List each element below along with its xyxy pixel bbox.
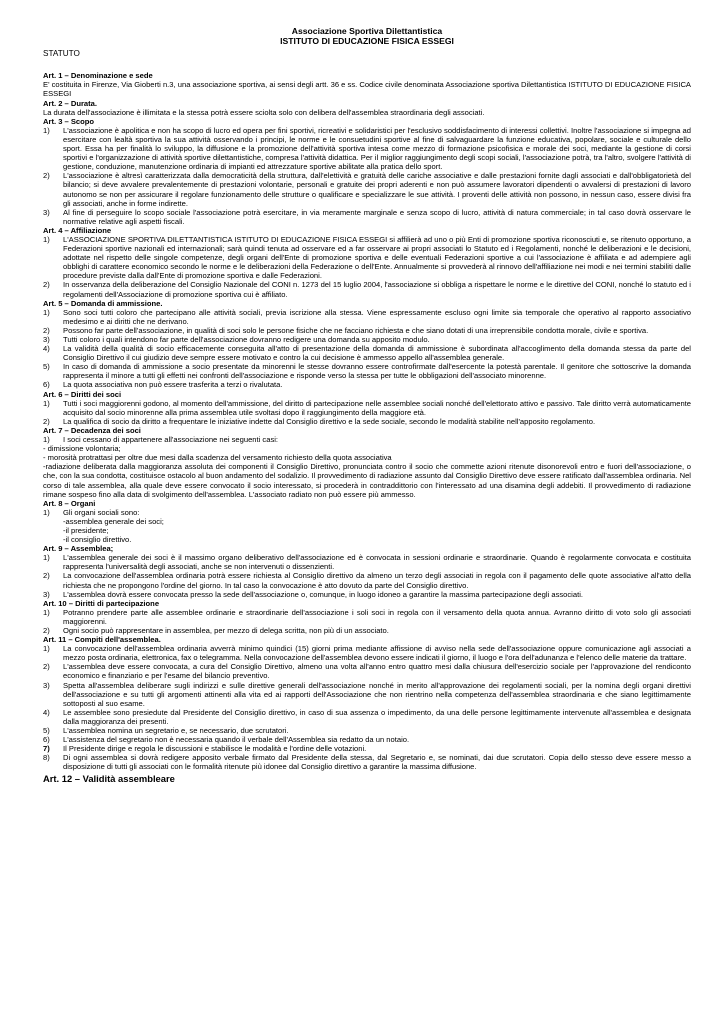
item-text: La quota associativa non può essere trasferita a terzi o rivalutata. (63, 380, 283, 390)
art8-organ: -il consiglio direttivo. (63, 535, 132, 545)
art1-heading: Art. 1 – Denominazione e sede (43, 71, 153, 81)
item-text: La validità della qualità di socio efficacemente conseguita all'atto di presentazione della domanda di ammissione è subordinata all'accoglimento della domanda stessa da parte del Consiglio Direttivo il cui giudizio deve sempre essere motivato e contro la cui decisione è ammesso appello all'assemblea generale. (63, 344, 691, 363)
art8-heading: Art. 8 – Organi (43, 498, 96, 508)
item-text: In osservanza della deliberazione del Consiglio Nazionale del CONI n. 1273 del 15 luglio 2004, l'associazione si obbliga a rispettare le norme e le direttive del CONI, nonché lo statuto ed i regolamenti dell'Associazione di promozione sportiva cui è affiliato. (63, 280, 691, 299)
art6-item (43, 417, 691, 426)
art5-item (43, 380, 691, 389)
item-number: 6) (43, 735, 50, 745)
art2-text: La durata dell'associazione è illimitata e la stessa potrà essere sciolta solo con delibera dell'assemblea straordinaria degli associati. (43, 107, 485, 117)
art11-item (43, 726, 691, 735)
item-number: 2) (43, 280, 50, 290)
item-text: La convocazione dell'assemblea ordinaria avverrà minimo quindici (15) giorni prima mediante affissione di avviso nella sede dell'associazione oppure comunicazione agli associati a mezzo posta ordinaria, elettronica, fax o telegramma. Nella convocazione dell'assemblea devono essere indicati il giorno, il luogo e l'ora dell'adunanza e l'elenco delle materie da trattare. (63, 644, 691, 663)
item-text: Di ogni assemblea si dovrà redigere apposito verbale firmato dal Presidente della stessa, dal Segretario e, se nominati, dai due scrutatori. Copia dello stesso deve essere messo a disposizione di tutti gli associati con le formalità ritenute più idonee dal Consiglio direttivo a garantire la massima diffusione. (63, 753, 691, 772)
item-text: L'assemblea nomina un segretario e, se necessario, due scrutatori. (63, 726, 289, 736)
art6-item (43, 399, 691, 417)
item-text: Tutti i soci maggiorenni godono, al momento dell'ammissione, del diritto di partecipazione nelle assemblee sociali nonché dell'elettorato attivo e passivo. Tale diritto verrà automaticamente acquisito dal socio minorenne alla prima assemblea utile svoltasi dopo il raggiungimento della maggiore età. (63, 398, 691, 417)
item-number: 1) (43, 553, 50, 563)
item-text: Al fine di perseguire lo scopo sociale l'associazione potrà esercitare, in via meramente marginale e senza scopo di lucro, attività di natura commerciale; in tal caso dovrà osservare le normative relative agli aspetti fiscali. (63, 207, 691, 226)
item-number: 2) (43, 662, 50, 672)
item-text: In caso di domanda di ammissione a socio presentate da minorenni le stesse dovranno essere controfirmate dall'esercente la potestà parentale. Il genitore che sottoscrive la domanda rappresenta il minore a tutti gli effetti nei confronti dell'associazione e risponde verso la stessa per tutte le obbligazioni dell'associato minorenne. (63, 362, 691, 381)
art9-item (43, 590, 691, 599)
item-number: 8) (43, 753, 50, 763)
item-number: 2) (43, 571, 50, 581)
art5-item (43, 326, 691, 335)
item-text: La qualifica di socio da diritto a frequentare le iniziative indette dal Consiglio direttivo e la sede sociale, secondo le modalità stabilite nell'apposito regolamento. (63, 416, 596, 426)
item-number: 2) (43, 325, 50, 335)
art3-heading: Art. 3 – Scopo (43, 116, 95, 126)
art5-item (43, 308, 691, 326)
item-text: Ogni socio può rappresentare in assemblea, per mezzo di delega scritta, non più di un associato. (63, 626, 389, 635)
item-number: 5) (43, 726, 50, 736)
art6-heading: Art. 6 – Diritti dei soci (43, 389, 122, 399)
art9-item (43, 553, 691, 571)
item-number: 4) (43, 344, 50, 354)
item-number: 1) (43, 307, 50, 317)
item-text: I soci cessano di appartenere all'associazione nei seguenti casi: (63, 435, 279, 445)
art9-item (43, 571, 691, 589)
art11-item (43, 644, 691, 662)
item-text: Sono soci tutti coloro che partecipano alle attività sociali, previa iscrizione alla stessa. Viene espressamente escluso ogni limite sia temporale che operativo al rapporto associativo medesimo e ai diritti che ne derivano. (63, 307, 691, 326)
item-number: 1) (43, 234, 50, 244)
item-text: L'assistenza del segretario non è necessaria quando il verbale dell'Assemblea sia redatto da un notaio. (63, 735, 410, 745)
item-number: 1) (43, 125, 50, 135)
art3-item (43, 208, 691, 226)
art5-item (43, 362, 691, 380)
item-number: 3) (43, 680, 50, 690)
art8-item (43, 508, 691, 517)
art7-line: -radiazione deliberata dalla maggioranza assoluta dei componenti il Consiglio Direttivo, pronunciata contro il socio che commette azioni ritenute disonorevoli entro e fuori dell'associazione, o che, con la sua condotta, costituisce ostacolo al buon andamento del sodalizio. Il provvedimento di radiazione assunto dal Consiglio Direttivo deve essere ratificato dall'assemblea ordinaria. Nel corso di tale assemblea, alla quale deve essere convocato il socio interessato, si procederà in contraddittorio con l'interessato ad una disamina degli addebiti. Il provvedimento di radiazione rimane sospeso fino alla data di svolgimento dell'assemblea. L'associato radiato non può essere più ammesso. (43, 462, 691, 499)
document-title-line2: ISTITUTO DI EDUCAZIONE FISICA ESSEGI (280, 35, 454, 46)
item-number: 3) (43, 207, 50, 217)
item-text: Tutti coloro i quali intendono far parte dell'associazione dovranno redigere una domanda su apposito modulo. (63, 335, 430, 344)
art2-heading: Art. 2 – Durata. (43, 98, 98, 108)
item-number: 7) (43, 744, 50, 754)
art8-organ: -il presidente; (63, 525, 109, 535)
art8-organ: -assemblea generale dei soci; (63, 516, 164, 526)
item-text: L'associazione è apolitica e non ha scopo di lucro ed opera per fini sportivi, ricreativi e solidaristici per l'esclusivo soddisfacimento di interessi collettivi. Inoltre l'associazione si impegna ad esercitare con lealtà sportiva la sua attività osservando i principi, le norme e le consuetudini sportive al fine di salvaguardare la funzione educativa, popolare, sociale e culturale dello sport. Essa ha per finalità lo sviluppo, la diffusione e la promozione dell'attività sportiva intesa come mezzo di formazione psicofisica e morale dei soci, mediante la gestione di corsi sportivi e l'organizzazione di attività sportive dilettantistiche, compresa l'attività didattica. Per il miglior raggiungimento degli scopi sociali, l'associazione potrà, tra l'altro, svolgere l'attività di gestione, conduzione, manutenzione ordinaria di impianti ed attrezzature sportive abilitate alla pratica dello sport. (63, 125, 691, 172)
art7-item (43, 435, 691, 444)
item-text: L'assemblea deve essere convocata, a cura del Consiglio Direttivo, almeno una volta all'anno entro quattro mesi dalla chiusura dell'esercizio sociale per l'approvazione del rendiconto economico e finanziario e per l'esame del bilancio preventivo. (63, 662, 691, 681)
item-number: 3) (43, 589, 50, 599)
item-text: Possono far parte dell'associazione, in qualità di soci solo le persone fisiche che ne facciano richiesta e che siano dotati di una irreprensibile condotta morale, civile e sportiva. (63, 325, 649, 335)
item-number: 2) (43, 626, 50, 635)
art3-item (43, 171, 691, 207)
art12-heading: Art. 12 – Validità assembleare (43, 772, 175, 784)
art5-item (43, 335, 691, 344)
art11-item (43, 708, 691, 726)
item-text: Le assemblee sono presiedute dal Presidente del Consiglio direttivo, in caso di sua assenza o impedimento, da una delle persone legittimamente intervenute all'assemblea e designata dalla maggioranza dei presenti. (63, 707, 691, 726)
art7-line: - dimissione volontaria; (43, 444, 121, 454)
item-number: 6) (43, 380, 50, 390)
item-number: 1) (43, 644, 50, 654)
item-number: 1) (43, 435, 50, 445)
art11-item (43, 744, 691, 753)
art1-text: E' costituita in Firenze, Via Gioberti n.3, una associazione sportiva, ai sensi degli artt. 36 e ss. Codice civile denominata Associazione sportiva Dilettantistica ISTITUTO DI EDUCAZIONE FISICA ESSEGI (43, 80, 691, 99)
item-number: 3) (43, 335, 50, 344)
art11-heading: Art. 11 – Compiti dell'assemblea. (43, 635, 161, 645)
art11-item (43, 735, 691, 744)
statute-document (43, 27, 691, 784)
item-text: L'assemblea dovrà essere convocata presso la sede dell'associazione o, comunque, in luogo idoneo a garantire la massima partecipazione degli associati. (63, 589, 584, 599)
art11-item (43, 681, 691, 708)
item-text: Gli organi sociali sono: (63, 507, 140, 517)
art10-heading: Art. 10 – Diritti di partecipazione (43, 598, 160, 608)
item-number: 2) (43, 171, 50, 181)
art5-heading: Art. 5 – Domanda di ammissione. (43, 298, 163, 308)
item-number: 1) (43, 607, 50, 617)
item-number: 2) (43, 416, 50, 426)
item-text: L'assemblea generale dei soci è il massimo organo deliberativo dell'associazione ed è convocata in sessioni ordinarie e straordinarie. Quando è regolarmente convocata e costituita rappresenta l'universalità degli associati, anche se non intervenuti o dissenzienti. (63, 553, 691, 572)
item-text: Potranno prendere parte alle assemblee ordinarie e straordinarie dell'associazione i soli soci in regola con il versamento della quota annua. Avranno diritto di voto solo gli associati maggiorenni. (63, 607, 691, 626)
art10-item (43, 608, 691, 626)
item-text: La convocazione dell'assemblea ordinaria potrà essere richiesta al Consiglio direttivo da almeno un terzo degli associati in regola con il pagamento delle quote associative all'atto della richiesta che ne propongono l'ordine del giorno. In tal caso la convocazione è atto dovuto da parte del Consiglio direttivo. (63, 571, 691, 590)
item-text: Il Presidente dirige e regola le discussioni e stabilisce le modalità e l'ordine delle votazioni. (63, 744, 367, 754)
art7-line: - morosità protrattasi per oltre due mesi dalla scadenza del versamento richiesto della quota associativa (43, 453, 392, 463)
art7-heading: Art. 7 – Decadenza dei soci (43, 425, 141, 435)
art11-item (43, 662, 691, 680)
document-title-line1: Associazione Sportiva Dilettantistica (291, 26, 443, 36)
art3-item (43, 126, 691, 171)
art4-heading: Art. 4 – Affiliazione (43, 225, 112, 235)
item-number: 1) (43, 507, 50, 517)
item-text: Spetta all'assemblea deliberare sugli indirizzi e sulle direttive generali dell'associazione nonché in merito all'approvazione dei regolamenti sociali, per la nomina degli organi direttivi dell'associazione e su tutti gli argomenti attinenti alla vita ed ai rapporti dell'Associazione che non rientrino nella competenza dell'assemblea straordinaria e che siano legittimamente sottoposti al suo esame. (63, 680, 691, 708)
item-number: 4) (43, 707, 50, 717)
art10-item (43, 626, 691, 635)
item-number: 5) (43, 362, 50, 372)
item-number: 1) (43, 398, 50, 408)
art9-heading: Art. 9 – Assemblea; (43, 544, 114, 554)
art4-item (43, 235, 691, 280)
statuto-label: STATUTO (43, 49, 80, 59)
art4-item (43, 280, 691, 298)
item-text: L'associazione è altresì caratterizzata dalla democraticità della struttura, dall'elettività e gratuità delle cariche associative e dalle prestazioni fornite dagli associati e dall'obbligatorietà del bilancio; si deve avvalere prevalentemente di prestazioni volontarie, personali e gratuite dei propri aderenti e non può assumere lavoratori dipendenti o avvalersi di prestazioni di lavoro autonomo se non per assicurare il regolare funzionamento delle strutture o qualificare e specializzare le sue attività. I proventi delle attività non possono, in nessun caso, essere divisi fra gli associati, anche in forme indirette. (63, 171, 691, 208)
art5-item (43, 344, 691, 362)
item-text: L'ASSOCIAZIONE SPORTIVA DILETTANTISTICA ISTITUTO DI EDUCAZIONE FISICA ESSEGI si affilierà ad uno o più Enti di promozione sportiva riconosciuti e, se ritenuto opportuno, a Federazioni sportive nazionali ed internazionali; sarà quindi tenuta ad osservare ed a far osservare ai propri associati lo Statuto ed i Regolamenti, nonché le deliberazioni e le decisioni, adottate nel rispetto delle singole competenze, degli organi dell'Ente di promozione sportiva e delle eventuali Federazioni sportive a cui l'associazione è affiliata e ad adempiere agli obblighi di carattere economico secondo le norme e le deliberazioni della Federazione o dell'Ente. Annualmente si provvederà al rinnovo dell'affiliazione nei modi e nei termini stabiliti dalle procedure previste dalla dall'Ente di promozione sportiva e dalle Federazioni. (63, 234, 691, 281)
art11-item (43, 753, 691, 771)
